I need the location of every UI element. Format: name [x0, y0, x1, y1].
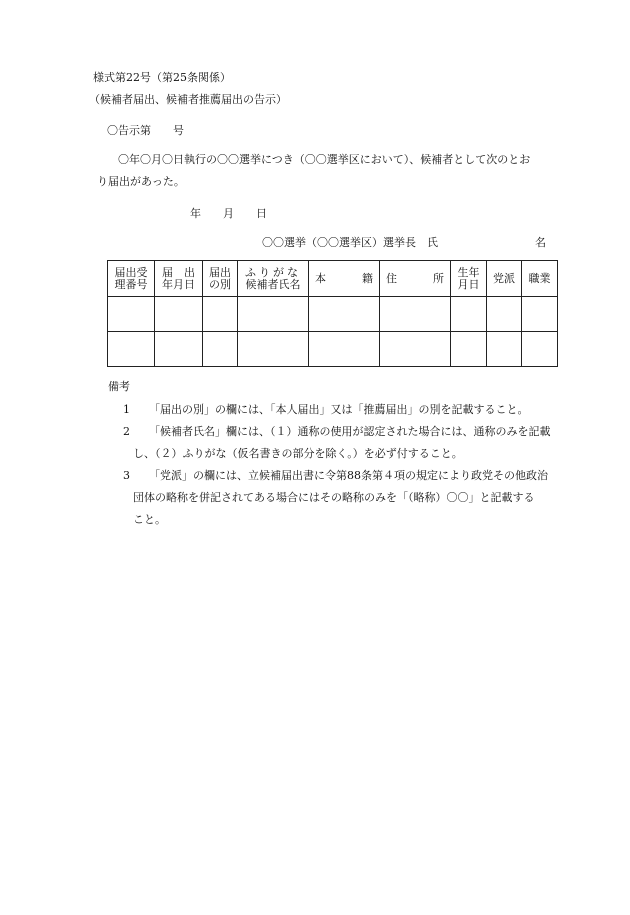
header-filing-type	[203, 261, 238, 297]
note-3-line-3: こと。	[133, 513, 166, 526]
header-candidate-name	[238, 261, 309, 297]
header-text: 生年	[457, 265, 480, 279]
header-text: 候補者氏名	[245, 277, 301, 291]
table-cell	[108, 297, 155, 332]
table-cell	[108, 332, 155, 367]
note-number: 1	[123, 403, 130, 416]
table-cell	[522, 297, 558, 332]
notice-body-line-2: り届出があった。	[97, 175, 185, 188]
header-registered-domicile	[309, 261, 380, 297]
table-cell	[238, 297, 309, 332]
table-cell	[309, 332, 380, 367]
header-text: 所	[433, 271, 444, 285]
header-receipt-number	[108, 261, 155, 297]
date-line: 年 月 日	[190, 207, 267, 220]
header-text: 籍	[362, 271, 373, 285]
table-row	[108, 332, 558, 367]
note-1-line-1: 「届出の別」の欄には、「本人届出」又は「推薦届出」の別を記載すること。	[149, 403, 529, 416]
header-text: 本	[315, 271, 326, 285]
table-cell	[203, 297, 238, 332]
form-number: 様式第22号（第25条関係）	[93, 71, 231, 84]
candidate-table	[107, 260, 558, 367]
note-3-line-1: 「党派」の欄には、立候補届出書に令第88条第４項の規定により政党その他政治	[149, 469, 548, 482]
header-text: 理番号	[114, 277, 148, 291]
form-title: （候補者届出、候補者推薦届出の告示）	[89, 93, 287, 106]
notice-number: 〇告示第 号	[107, 124, 184, 137]
table-cell	[380, 297, 451, 332]
note-3-line-2: 団体の略称を併記されてある場合にはその略称のみを「（略称）〇〇」と記載する	[133, 491, 535, 504]
note-number: 2	[123, 425, 130, 438]
signer-name-suffix: 名	[535, 236, 546, 249]
header-text: 年月日	[162, 277, 195, 291]
header-text: 届 出	[162, 265, 195, 279]
notice-body-line-1: 〇年〇月〇日執行の〇〇選挙につき（〇〇選挙区において）、候補者として次のとお	[118, 153, 531, 166]
header-address	[380, 261, 451, 297]
header-text: 月日	[457, 277, 480, 291]
header-occupation	[522, 261, 558, 297]
note-2-line-2: し、（２）ふりがな（仮名書きの部分を除く。）を必ず付すること。	[133, 447, 463, 460]
table-cell	[238, 332, 309, 367]
signer-line: 〇〇選挙（〇〇選挙区）選挙長 氏	[262, 236, 438, 249]
header-birth-date	[451, 261, 487, 297]
note-number: 3	[123, 469, 130, 482]
table-cell	[451, 332, 487, 367]
table-cell	[487, 297, 522, 332]
table-cell	[309, 297, 380, 332]
header-text: ふりがな	[245, 265, 301, 279]
table-header-row	[108, 261, 558, 297]
header-text: 届出	[209, 265, 231, 279]
header-text: 党派	[493, 271, 515, 285]
table-cell	[380, 332, 451, 367]
header-filing-date	[155, 261, 203, 297]
header-text: の別	[209, 277, 231, 291]
header-text: 職業	[528, 271, 551, 285]
header-text: 届出受	[114, 265, 148, 279]
table-row	[108, 297, 558, 332]
header-party	[487, 261, 522, 297]
table-cell	[451, 297, 487, 332]
note-2-line-1: 「候補者氏名」欄には、（１）通称の使用が認定された場合には、通称のみを記載	[149, 425, 551, 438]
table-cell	[203, 332, 238, 367]
table-cell	[522, 332, 558, 367]
notes-title: 備考	[108, 380, 130, 393]
header-text: 住	[386, 271, 397, 285]
table-cell	[487, 332, 522, 367]
table-cell	[155, 297, 203, 332]
table-cell	[155, 332, 203, 367]
